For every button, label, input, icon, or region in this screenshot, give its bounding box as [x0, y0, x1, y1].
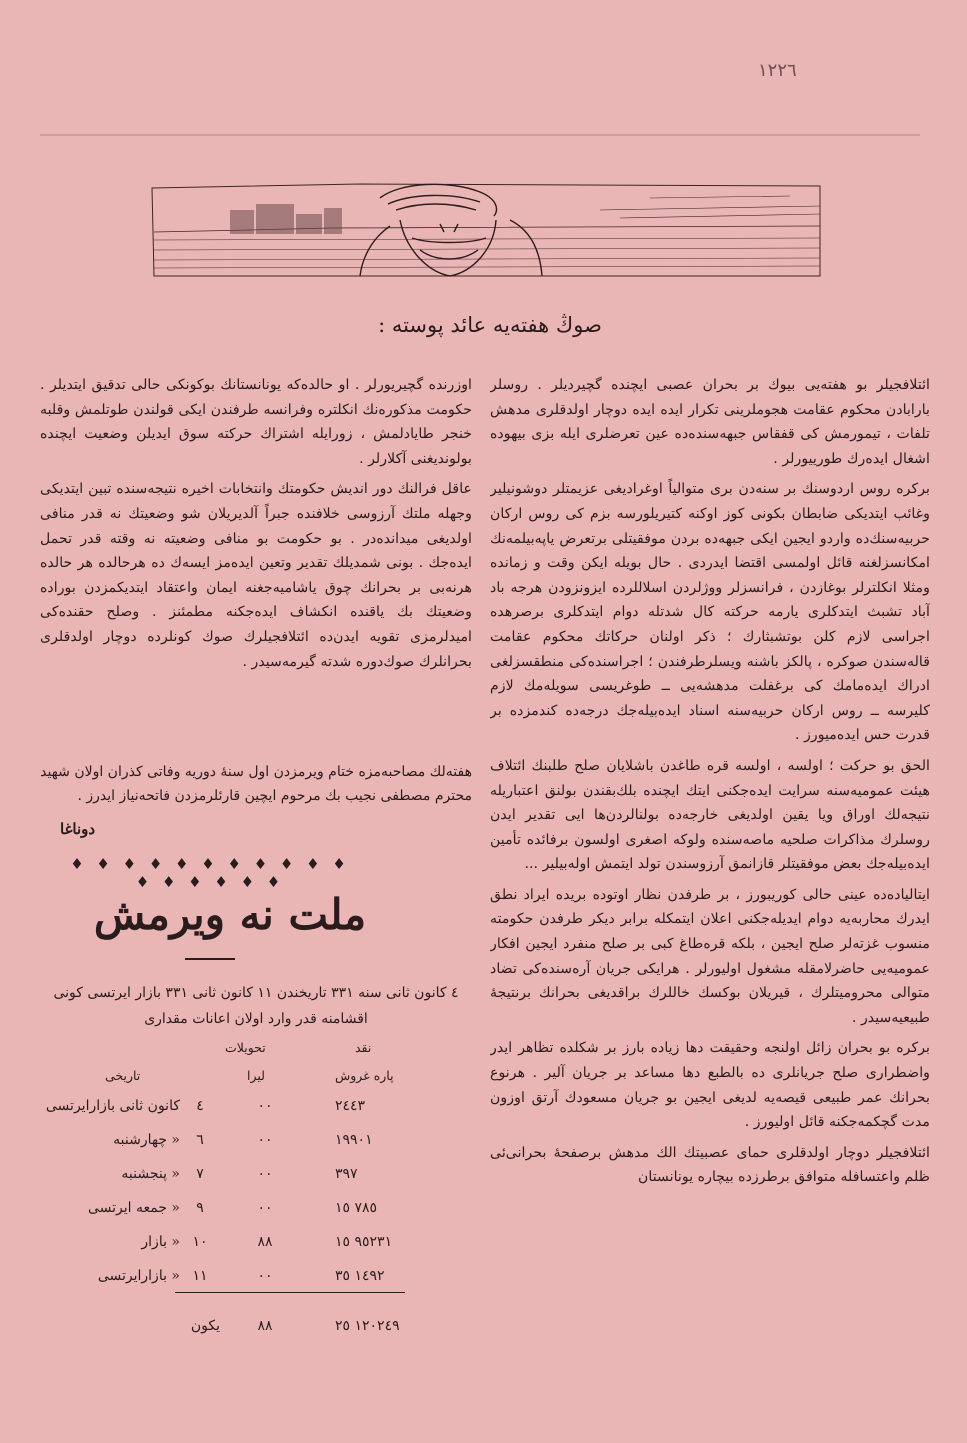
day-cell: ٧: [196, 1166, 204, 1182]
article-column-left: [40, 373, 472, 823]
piastre-cell: ١٩٩٠١: [335, 1132, 373, 1148]
table-row: [15, 1098, 480, 1128]
header-bonds: تحویلات: [225, 1040, 266, 1055]
day-cell: ٤: [196, 1098, 204, 1114]
article-column-right: [490, 373, 930, 1418]
table-row: [15, 1200, 480, 1230]
header-lira: لیرا: [247, 1068, 265, 1083]
day-cell: ١١: [192, 1268, 208, 1284]
date-cell: کانون ثانی بازارایرتسی: [45, 1098, 180, 1114]
total-piastre: ١٢٠٢٤٩ ٢٥: [335, 1318, 400, 1334]
top-rule: [40, 134, 920, 136]
header-cash: نقد: [355, 1040, 372, 1055]
total-rule: [175, 1292, 405, 1293]
paragraph: برکره روس اردوسنك بر سنه‌دن بری متوالیاً اوغرادیغی عزیمتلر دوشونیلیر وغائب ایتدیکی ضابطان بکونی کوز اوکنه کتیریلورسه بزم کی روس ارکان حربیه‌سنك‌ده واردو ایجین ایکی جبهه‌ده بردن موفقیتلی برتعرض یاپه‌بیلمه‌نك امکانسزلغنه قائل اولمسی اقتضا ایدردی . حال بویله ایکن وقت و زمانده ومثلا انکلترلر بوغازدن ، فرانسزلر ووژلردن اسلاللرده ایزونزودن هرجه باد آباد تشبث ایتدکلری یارمه حرکته کال شدتله دوام ایتدکلری برصرهده اجراسی لازم کلن بوتشبثارك ؛ ذکر اولنان حرکاتك محکوم عقامت قاله‌سندن صوکره ، پالکز باشنه ویسلرطرفندن ؛ اجراسنده‌کی منطقسزلغی ادراك ایده‌مامك کی برغفلت مدهشه‌یی ــ طوغریسی سویله‌مك لازم کلیرسه ــ روس ارکان حربیه‌سنه اسناد ایده‌بیله‌جك درجه‌ده کندمزده بر قدرت حس ایده‌میورز .: [490, 481, 930, 744]
table-total-row: [15, 1318, 480, 1348]
paragraph: ایتالیاده‌ده عینی حالی کوریبورز ، بر طرفدن نظار اوتوده بریده ایراد نطق ایدرك محاربه‌یه دوام ایدیله‌جکنی اعلان ایتمکله برابر دیکر طرفدن حکومته منسوب غزته‌لر صلح ایجین ، بلکه قره‌طاغ کبی بر صلح منفرد ایجین افکار عمومیه‌یی حاضرلامقله مشغول اولیورلر . هرایکی جریان آره‌سنده‌کی تضاد متوالی محرومیتلرك ، قیریلان بوکسك خاللرك براقدیغی بحرانك برنتیجۀ طبیعیه‌سیدر .: [490, 886, 930, 1026]
date-cell: « چهارشنبه: [113, 1132, 180, 1148]
paragraph: ائتلافجیلر بو هفته‌یی بیوك بر بحران عصبی ایچنده گچیردیلر . روسلر بارابادن محکوم عقامت هجوملرینی تکرار ایده ایده دوچار اولدقلری مدهش تلفات ، تیمورمش کی قفقاس جبهه‌سنده‌ده عین تعرضلری ایله بزی بیهوده اشغال ایده‌رك طورییورلر .: [490, 377, 930, 467]
date-cell: « بازارایرتسی: [97, 1268, 180, 1284]
date-cell: « پنجشنبه: [121, 1166, 180, 1182]
lira-cell: ٠٠: [257, 1166, 273, 1182]
table-row: [15, 1268, 480, 1298]
day-cell: ١٠: [192, 1234, 208, 1250]
masthead-title: ملت نه ویرمش: [93, 890, 367, 939]
total-lira: ٨٨: [257, 1318, 273, 1334]
bearded-man-illustration: [150, 180, 822, 280]
day-cell: ٩: [196, 1200, 204, 1216]
paragraph: الحق بو حرکت ؛ اولسه ، اولسه قره طاغدن باشلایان صلح طلبنك ائتلاف هیئت عمومیه‌سنه سرایت ایده‌جکنی ایتك ایچنده بلك‌بقندن بولنق اعتباریله نتیجه‌لك اوراق ویا یقین اولدیغی خارجه‌ده بولنالردن‌ها ایی تقدیر ایدن روسلرك مذاکرات صلحیه ماصه‌سنده ولوکه اصغری اولسون برفائده تأمین ایده‌بیله‌جك بعض موفقیتلر قازانمق آرزوسندن تولد ایتمش اوله‌بیلیر ...: [490, 757, 930, 873]
table-row: [15, 1166, 480, 1196]
author-signature: دوناغا: [60, 820, 96, 838]
lira-cell: ٠٠: [257, 1132, 273, 1148]
section-title: صوڭ هفته‌یه عائد پوسته :: [378, 313, 602, 337]
table-row: [15, 1234, 480, 1264]
lira-cell: ٠٠: [257, 1098, 273, 1114]
paragraph: برکره بو بحران زائل اولنجه وحقیقت دها زیاده بارز بر شکلده تظاهر ایدر واضطراری صلح جریانلری ده بالطبع دها مساعد بر جریان آلیر . هرنوع بحرانك عمر طبیعی قیصه‌یه لدیغی ایجین بو جریان مسعودك آرتق اوزون مدت گچکمه‌جکنه قائل اولیورز .: [490, 1040, 930, 1131]
piastre-cell: ٣٩٧: [335, 1166, 358, 1182]
page-number: ١٢٢٦: [758, 60, 797, 81]
diamond-separator: ♦ ♦ ♦ ♦ ♦ ♦ ♦ ♦ ♦ ♦ ♦ ♦ ♦ ♦ ♦ ♦ ♦: [70, 855, 350, 891]
date-cell: « بازار: [141, 1234, 180, 1250]
piastre-cell: ٢٤٤٣: [335, 1098, 366, 1114]
paragraph: اوزرنده گچیریورلر . او حالده‌که یونانستانك بوکونکی حالی تدقیق ایتدیلر . حکومت مذکورەنك انکلتره وفرانسه طرفندن ایکی قولندن طوتلمش وقلبه خنجر طایادلمش ، زورایله اشتراك حرکته سوق ایدیلن وضعیت ایچنده بولوندیغنی آکلارلر .: [40, 377, 472, 467]
piastre-cell: ١٤٩٢ ٣٥: [335, 1268, 385, 1284]
piastre-cell: ٧٨٥ ١٥: [335, 1200, 378, 1216]
lira-cell: ٠٠: [257, 1268, 273, 1284]
piastre-cell: ٩٥٢٣١ ١٥: [335, 1234, 393, 1250]
table-row: [15, 1132, 480, 1162]
total-label: یکون: [190, 1318, 220, 1334]
lira-cell: ٨٨: [257, 1234, 273, 1250]
masthead-rule: [185, 958, 235, 960]
paragraph: ائتلافجیلر دوچار اولدقلری حمای عصبیتك الك مدهش برصفحۀ بحرانی‌ئی ظلم واعتسافله متوافق برطرزده بیچاره یونانستان: [490, 1144, 930, 1186]
donations-caption: ٤ کانون ثانی سنه ٣٣١ تاریخندن ١١ کانون ثانی ٣٣١ بازار ایرتسی کونی اقشامنه قدر وارد اولان اعانات مقداری: [53, 985, 459, 1027]
obituary-note: هفته‌لك مصاحبه‌مزه ختام ویرمزدن اول سنۀ دوریه وفاتی کذران اولان شهید محترم مصطفی نجیب بك مرحوم ایچین قارئلرمزدن فاتحه‌نیاز ایدرز .: [40, 764, 472, 804]
date-cell: « جمعه ایرتسی: [87, 1200, 180, 1216]
lira-cell: ٠٠: [257, 1200, 273, 1216]
paragraph: عاقل فرالنك دور اندیش حکومتك وانتخابات اخیره نتیجه‌سنده تبین ایتدیکی وجهله ملتك آرزوسی خلافنده جبراً آلدیریلان شو وضعیتك نه قدر منافی اولدیغی میداندەدر . بو حکومت بو منافی وضعیته نه وقته قدر تحمل ایده‌جك . بونی شمدیلك تقدیر وتعین ایده‌مز ایسه‌ك ده هرحالده هر حالده هرنەبی بر بحرانك چوق یاشامیه‌جغنه ایمان واعتقاد ایتدیکمزدن بوراده وضعیتك بك یاقنده انکشاف ایده‌جکنه مطمئنز . وصلح حقنده‌کی امیدلرمزی تقویه ایدن‌ده ائتلافجیلرك صوك کونلرده دوچار اولدقلری بحرانلرك صوك‌دوره شدته گیرمه‌سیدر .: [40, 481, 472, 670]
header-piastre: پاره غروش: [335, 1068, 394, 1083]
header-date: تاریخی: [105, 1068, 141, 1083]
day-cell: ٦: [196, 1132, 204, 1148]
